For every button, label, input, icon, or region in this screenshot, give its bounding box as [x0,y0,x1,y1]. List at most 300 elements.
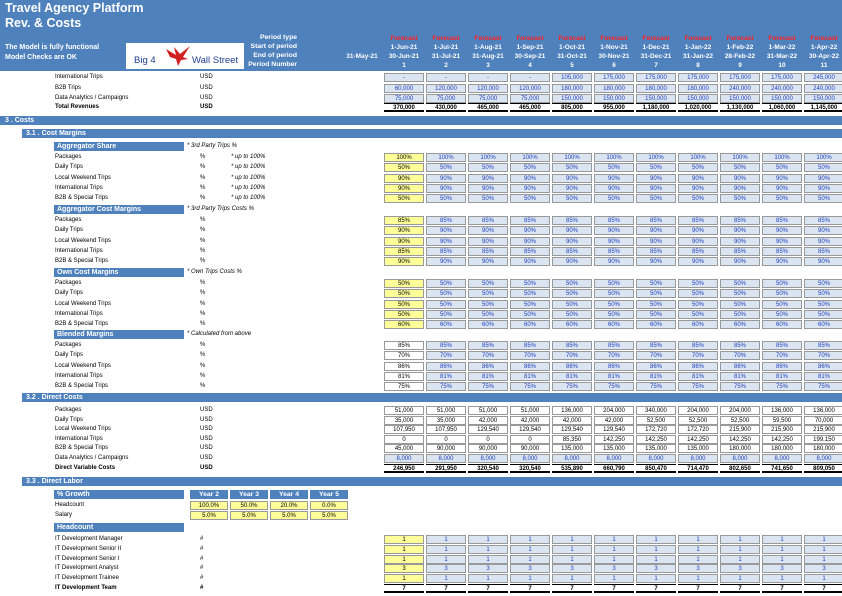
headcount-row-cell[interactable]: 1 [384,574,424,583]
revenue-row-cell: 465,000 [510,103,550,112]
direct-cost-row-cell: 8,000 [720,454,760,463]
direct-cost-row-cell: 320,540 [468,464,508,473]
margin-row-unit: % [200,383,206,390]
period-number-cell: 8 [696,62,700,69]
margin-row-cell: 50% [720,279,760,288]
headcount-row-unit: # [200,536,204,542]
period-number-cell: 1 [402,62,406,69]
margin-row-cell: 90% [594,184,634,193]
margin-row-cell: 70% [594,351,634,360]
period-type-cell: Forecast [474,35,502,42]
margin-row-cell: 75% [552,382,592,391]
revenue-row-cell: 180,000 [552,84,592,93]
revenue-row-cell: 245,000 [804,73,842,82]
headcount-row-cell: 1 [510,555,550,564]
revenue-row-cell: 175,000 [678,73,718,82]
margin-row-cell: 60% [804,320,842,329]
margin-row-cell: 50% [468,310,508,319]
headcount-row-cell: 1 [510,545,550,554]
headcount-row-cell: 7 [468,584,508,593]
headcount-row-cell[interactable]: 1 [384,545,424,554]
headcount-row-cell[interactable]: 3 [384,564,424,573]
margin-row-unit: % [200,258,206,265]
margin-row-cell: 81% [384,372,424,381]
margin-row-label: B2B & Special Trips [55,195,109,202]
margin-row-cell: 50% [720,289,760,298]
period-number-cell: 3 [486,62,490,69]
direct-cost-row-cell: 129,540 [468,425,508,434]
margin-row-cell: 60% [636,320,676,329]
headcount-row-cell: 1 [552,555,592,564]
margin-row-cell: 85% [552,247,592,256]
margin-row-cell: 90% [468,226,508,235]
headcount-header: Headcount [54,523,184,532]
headcount-row-cell: 1 [510,574,550,583]
direct-cost-row-cell: 172,720 [636,425,676,434]
margin-row-cell: 90% [426,257,466,266]
margin-row-cell: 81% [510,372,550,381]
direct-cost-row-cell: 59,500 [762,416,802,425]
margin-row-cell: 50% [552,194,592,203]
margin-row-label: International Trips [55,372,103,379]
margin-row-cell: 70% [678,351,718,360]
headcount-row-cell: 3 [720,564,760,573]
margin-row-cell[interactable]: 90% [384,184,424,193]
margin-row-cell: 70% [804,351,842,360]
growth-year-header: Year 5 [310,490,348,499]
margin-row-cell: 85% [678,216,718,225]
period-type-cell: Forecast [432,35,460,42]
direct-cost-row-cell: 107,950 [384,425,424,434]
margin-row-unit: % [200,290,206,297]
direct-cost-row-cell: 291,950 [426,464,466,473]
revenue-row-cell: - [384,73,424,82]
margin-row-label: B2B & Special Trips [55,383,109,390]
direct-cost-row-cell: 85,350 [552,435,592,444]
margin-row-cell: 50% [426,300,466,309]
growth-cell[interactable]: 50.0% [230,501,268,510]
margin-row-cell: 60% [720,320,760,329]
margin-row-cell: 100% [552,153,592,162]
direct-cost-row-cell: 215,900 [720,425,760,434]
growth-cell[interactable]: 20.0% [270,501,308,510]
growth-year-header: Year 2 [190,490,228,499]
margin-row-cell[interactable]: 50% [384,289,424,298]
margin-row-cell: 85% [426,247,466,256]
direct-cost-row-cell: 136,000 [804,406,842,415]
revenue-row-label: Total Revenues [55,104,99,110]
headcount-row-cell: 1 [762,545,802,554]
margin-row-cell: 100% [468,153,508,162]
growth-cell[interactable]: 100.0% [190,501,228,510]
margin-row-cell: 75% [594,382,634,391]
margin-row-cell: 85% [636,247,676,256]
period-type-cell: Forecast [810,35,838,42]
period-start-cell: 1-Sep-21 [516,44,544,51]
direct-cost-row-cell: 136,000 [762,406,802,415]
margin-row-cell[interactable]: 100% [384,153,424,162]
margin-row-cell: 100% [678,153,718,162]
direct-cost-row-cell: 180,000 [720,444,760,453]
revenue-row-cell: 150,000 [552,94,592,103]
margin-block-note: * 3rd Party Trips % [187,143,237,149]
margin-row-cell[interactable]: 90% [384,237,424,246]
growth-cell[interactable]: 5.0% [230,511,268,520]
direct-cost-row-cell: 142,250 [678,435,718,444]
revenue-row-cell: 430,000 [426,103,466,112]
margin-row-cell: 81% [468,372,508,381]
margin-row-cell: 70% [762,351,802,360]
margin-row-cell: 50% [804,289,842,298]
margin-row-cell: 75% [678,382,718,391]
headcount-row-cell: 1 [468,535,508,544]
page-title: Travel Agency Platform [5,1,144,15]
direct-cost-row-cell: 52,500 [678,416,718,425]
margin-row-unit: % [200,342,206,348]
margin-row-cell[interactable]: 85% [384,216,424,225]
margin-row-label: Packages [55,217,82,223]
margin-row-cell: 90% [636,174,676,183]
period-number-cell: 5 [570,62,574,69]
headcount-row-unit: # [200,545,204,552]
margin-row-cell[interactable]: 50% [384,163,424,172]
direct-cost-row-unit: USD [200,445,213,452]
headcount-row-cell: 3 [468,564,508,573]
margin-row-unit: % [200,300,206,307]
margin-row-cell: 85% [636,341,676,350]
margin-row-cell: 75% [468,382,508,391]
margin-row-cell: 90% [510,226,550,235]
direct-cost-row-cell: 204,000 [678,406,718,415]
revenue-row-cell: 150,000 [594,94,634,103]
margin-row-cell: 50% [594,289,634,298]
period-end-cell: 30-Jun-21 [388,53,420,60]
margin-row-cell: 90% [510,184,550,193]
revenue-row-cell: 60,000 [384,84,424,93]
margin-row-cell: 86% [384,362,424,371]
margin-row-unit: % [200,227,206,234]
margin-row-cell: 90% [636,257,676,266]
direct-cost-row-cell: 51,000 [384,406,424,415]
direct-cost-row-cell: 107,950 [426,425,466,434]
margin-row-cell: 50% [552,279,592,288]
margin-row-cell: 75% [426,382,466,391]
margin-row-cell: 90% [804,257,842,266]
headcount-row-cell: 1 [594,535,634,544]
margin-row-cell[interactable]: 85% [384,247,424,256]
margin-row-cell: 90% [762,184,802,193]
margin-row-label: Daily Trips [55,352,84,359]
headcount-row-cell: 7 [552,584,592,593]
headcount-row-cell: 7 [804,584,842,593]
margin-row-cell: 90% [594,257,634,266]
direct-cost-row-cell: 42,000 [468,416,508,425]
direct-cost-row-cell: 129,540 [594,425,634,434]
margin-row-cell[interactable]: 60% [384,320,424,329]
revenue-row-cell: 175,000 [636,73,676,82]
period-end-cell: 31-Mar-22 [766,53,798,60]
direct-cost-row-unit: USD [200,426,213,433]
growth-cell[interactable]: 5.0% [310,511,348,520]
margin-row-cell: 50% [678,279,718,288]
period-number-cell: 11 [820,62,828,69]
model-status-note: The Model is fully functional [5,44,100,51]
end-period-label: End of period [253,52,297,59]
margin-row-cell: 85% [678,247,718,256]
margin-row-cell: 90% [426,226,466,235]
margin-row-label: B2B & Special Trips [55,321,109,328]
margin-row-unit: % [200,195,206,202]
eagle-logo-icon [164,45,192,67]
margin-row-unit: % [200,154,206,160]
pre-period-end-date: 31-May-21 [346,53,378,60]
growth-cell[interactable]: 5.0% [270,511,308,520]
headcount-row-cell: 3 [804,564,842,573]
section-direct-costs-header [22,393,842,402]
direct-cost-row-cell: 215,900 [804,425,842,434]
margin-row-cell: 86% [678,362,718,371]
margin-row-cell[interactable]: 50% [384,194,424,203]
margin-row-cell: 85% [510,216,550,225]
margin-row-label: International Trips [55,310,103,317]
margin-row-cell: 50% [594,194,634,203]
headcount-row-cell: 1 [636,574,676,583]
headcount-row-cell: 1 [762,574,802,583]
margin-row-unit: % [200,164,206,171]
margin-row-cell[interactable]: 90% [384,226,424,235]
margin-row-cell: 86% [762,362,802,371]
margin-row-cell: 50% [804,279,842,288]
direct-cost-row-cell: 8,000 [384,454,424,463]
growth-cell[interactable]: 5.0% [190,511,228,520]
headcount-row-cell: 1 [636,535,676,544]
margin-row-cell: 90% [804,237,842,246]
growth-year-header: Year 3 [230,490,268,499]
period-start-cell: 1-Feb-22 [726,44,754,51]
period-start-cell: 1-Dec-21 [642,44,670,51]
direct-cost-row-cell: 535,890 [552,464,592,473]
direct-cost-row-cell: 90,000 [426,444,466,453]
margin-row-cell: 50% [510,310,550,319]
margin-row-cell[interactable]: 50% [384,310,424,319]
revenue-row-cell: 120,000 [426,84,466,93]
margin-row-cell: 85% [804,216,842,225]
revenue-row-unit: USD [200,104,213,110]
margin-row-cell: 50% [468,194,508,203]
period-type-cell: Forecast [558,35,586,42]
period-start-cell: 1-Apr-22 [810,44,838,51]
margin-row-cell: 50% [762,300,802,309]
headcount-row-cell: 3 [678,564,718,573]
revenue-row-cell: 805,000 [552,103,592,112]
margin-row-cell[interactable]: 90% [384,174,424,183]
growth-row-label: Salary [55,512,73,518]
margin-row-cell: 50% [636,279,676,288]
margin-row-cell: 50% [510,300,550,309]
margin-row-cell: 70% [636,351,676,360]
margin-row-cell: 90% [678,174,718,183]
period-type-cell: Forecast [726,35,754,42]
headcount-row-cell: 1 [720,555,760,564]
margin-row-cell: 60% [510,320,550,329]
margin-row-cell: 85% [426,341,466,350]
margin-row-cell: 50% [552,310,592,319]
headcount-row-cell: 1 [468,574,508,583]
margin-row-cell: 86% [468,362,508,371]
margin-row-cell: 85% [804,247,842,256]
section-costs-title: 3 . Costs [5,117,35,124]
margin-row-cell: 50% [720,194,760,203]
margin-row-cell: 90% [510,237,550,246]
direct-cost-row-cell: 135,000 [678,444,718,453]
direct-cost-row-cell: 0 [468,435,508,444]
margin-row-cell: 50% [594,279,634,288]
direct-cost-row-cell: 8,000 [804,454,842,463]
margin-row-cell: 50% [762,289,802,298]
headcount-row-label: IT Development Team [55,585,117,591]
margin-row-unit: % [200,237,206,244]
margin-row-cell: 70% [552,351,592,360]
margin-row-note: * up to 100% [231,154,266,160]
margin-row-cell: 86% [720,362,760,371]
margin-row-cell: 90% [510,174,550,183]
direct-cost-row-unit: USD [200,464,213,471]
direct-cost-row-cell: 8,000 [426,454,466,463]
direct-cost-row-unit: USD [200,416,213,423]
direct-cost-row-cell: 35,000 [426,416,466,425]
margin-row-cell: 85% [468,247,508,256]
period-number-cell: 10 [778,62,786,69]
margin-row-cell: 75% [804,382,842,391]
revenue-row-unit: USD [200,85,213,91]
margin-row-cell: 81% [762,372,802,381]
margin-row-cell: 86% [552,362,592,371]
margin-row-unit: % [200,362,206,369]
margin-row-unit: % [200,310,206,317]
revenue-row-cell: 240,000 [762,84,802,93]
margin-row-cell: 90% [720,174,760,183]
direct-cost-row-cell: 180,000 [804,444,842,453]
margin-row-cell: 85% [594,341,634,350]
headcount-row-cell: 3 [594,564,634,573]
headcount-row-cell: 1 [552,574,592,583]
period-number-cell: 2 [444,62,448,69]
headcount-row-cell: 1 [678,535,718,544]
direct-cost-row-cell: 90,000 [510,444,550,453]
headcount-row-cell: 3 [426,564,466,573]
direct-cost-row-label: Data Analytics / Campaigns [55,455,129,461]
start-period-label: Start of period [250,43,297,50]
margin-row-cell: 50% [594,163,634,172]
direct-cost-row-cell: 340,000 [636,406,676,415]
model-checks-note: Model Checks are OK [5,54,77,61]
period-start-cell: 1-Jun-21 [390,44,418,51]
direct-cost-row-cell: 129,540 [552,425,592,434]
direct-cost-row-cell: 714,470 [678,464,718,473]
headcount-row-cell: 1 [552,535,592,544]
margin-row-cell: 90% [552,257,592,266]
direct-cost-row-cell: 51,000 [426,406,466,415]
margin-row-cell: 90% [762,257,802,266]
headcount-row-cell: 1 [426,545,466,554]
page-subtitle: Rev. & Costs [5,16,82,30]
section-cost-margins-header [22,129,842,138]
revenue-row-cell: 175,000 [762,73,802,82]
growth-cell[interactable]: 0.0% [310,501,348,510]
headcount-row-cell[interactable]: 1 [384,555,424,564]
direct-cost-row-label: International Trips [55,435,103,442]
margin-row-cell: 75% [384,382,424,391]
margin-row-cell: 90% [426,184,466,193]
margin-row-cell[interactable]: 50% [384,279,424,288]
direct-cost-row-cell: 8,000 [762,454,802,463]
margin-row-unit: % [200,217,206,223]
direct-cost-row-cell: 135,000 [552,444,592,453]
margin-row-cell: 90% [720,184,760,193]
margin-row-cell: 90% [552,174,592,183]
margin-row-cell: 90% [678,237,718,246]
headcount-row-cell: 1 [720,545,760,554]
margin-row-unit: % [200,372,206,379]
period-end-cell: 30-Apr-22 [809,53,839,60]
margin-row-cell: 75% [762,382,802,391]
growth-row-label: Headcount [55,502,85,508]
margin-row-cell: 81% [678,372,718,381]
headcount-row-label: IT Development Manager [55,536,123,542]
period-start-cell: 1-Aug-21 [474,44,502,51]
direct-cost-row-label: B2B & Special Trips [55,445,109,452]
headcount-row-cell: 1 [762,535,802,544]
margin-row-cell: 86% [804,362,842,371]
margin-row-cell: 90% [594,226,634,235]
direct-cost-row-unit: USD [200,455,213,461]
direct-cost-row-cell: 135,000 [594,444,634,453]
revenue-row-cell: 465,000 [468,103,508,112]
revenue-row-cell: 240,000 [720,84,760,93]
margin-row-cell: 100% [426,153,466,162]
margin-row-cell: 50% [804,300,842,309]
revenue-row-cell: 150,000 [804,94,842,103]
margin-row-cell: 70% [720,351,760,360]
headcount-row-cell: 3 [762,564,802,573]
margin-row-cell[interactable]: 50% [384,300,424,309]
revenue-row-cell: 75,000 [426,94,466,103]
direct-cost-row-cell: 0 [384,435,424,444]
margin-row-cell: 50% [510,194,550,203]
margin-row-cell: 85% [552,216,592,225]
revenue-row-cell: 1,060,000 [762,103,802,112]
margin-row-note: * up to 100% [231,195,266,202]
headcount-row-label: IT Development Senior I [55,555,120,562]
margin-row-cell: 50% [552,163,592,172]
margin-row-cell: 50% [636,163,676,172]
margin-row-cell: 50% [426,279,466,288]
headcount-row-cell: 1 [804,555,842,564]
margin-row-cell: 90% [594,174,634,183]
revenue-row-cell: 370,000 [384,103,424,112]
margin-row-cell: 50% [636,289,676,298]
headcount-row-cell: 1 [804,545,842,554]
headcount-row-cell: 1 [762,555,802,564]
period-start-cell: 1-Oct-21 [558,44,585,51]
margin-row-label: Local Weekend Trips [55,237,111,244]
margin-row-cell: 85% [762,341,802,350]
revenue-row-cell: 75,000 [468,94,508,103]
margin-row-cell: 90% [636,184,676,193]
revenue-row-label: Data Analytics / Campaigns [55,95,129,101]
margin-row-cell[interactable]: 90% [384,257,424,266]
headcount-row-cell[interactable]: 1 [384,535,424,544]
